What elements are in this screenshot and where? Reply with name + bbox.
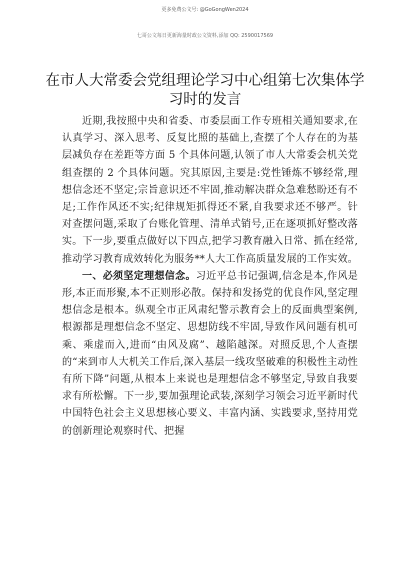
section-1-text: 习近平总书记强调,信念是本,作风是形,本正而形聚,本不正则形必散。保持和发扬党的优良作风,坚定理想信念是根本。纵观全市正风肃纪警示教育会上的反面典型案例,根源都是理想信念不坚定、思想防线不牢固,导致作风问题有机可乘、乘虚而入,进而“由风及腐”、越陷越深。对照反思,个人查摆的“来到市人大机关工作后,深入基层一线攻坚破难的积极性主动性有所下降”问题,从根本上来说也是理想信念不够坚定,导致自我要求有所松懈。下一步,要加强理论武装,深刻学习领会习近平新时代中国特色社会主义思想核心要义、丰富内涵、实践要求,坚持用党的创新理论观察时代、把握 <box>62 270 358 437</box>
section-1-heading: 一、必须坚定理想信念。 <box>82 270 196 282</box>
paragraph-intro: 近期,我按照中央和省委、市委层面工作专班相关通知要求,在认真学习、深入思考、反复比照的基础上,查摆了个人存在的为基层减负存在差距等方面 5 个具体问题,认领了市人大常委会机关党组查摆的 2 个具体问题。究其原因,主要是:党性锤炼不够经常,理想信念还不坚定;宗旨意识还不牢固,推动解决群众急难愁盼还有不足;工作作风还不实;纪律规矩抓得还不紧,自我要求还不够严。针对查摆问题,采取了台账化管理、清单式销号,正在逐项抓好整改落实。下一步,要重点做好以下四点,把学习教育融入日常、抓在经常,推动学习教育成效转化为服务**人大工作高质量发展的工作实效。 <box>62 116 358 265</box>
document-body <box>62 113 358 440</box>
paragraph-section-1 <box>62 268 358 440</box>
header-watermark-text: 更多免费公文号: @GoGongWen2024 <box>161 7 249 13</box>
header-subtitle-text: 七哥公文每日更新海量时政公文资料,添加 QQ: 2590017569 <box>136 33 274 39</box>
document-title: 在市人大常委会党组理论学习中心组第七次集体学习时的发言 <box>45 73 365 108</box>
